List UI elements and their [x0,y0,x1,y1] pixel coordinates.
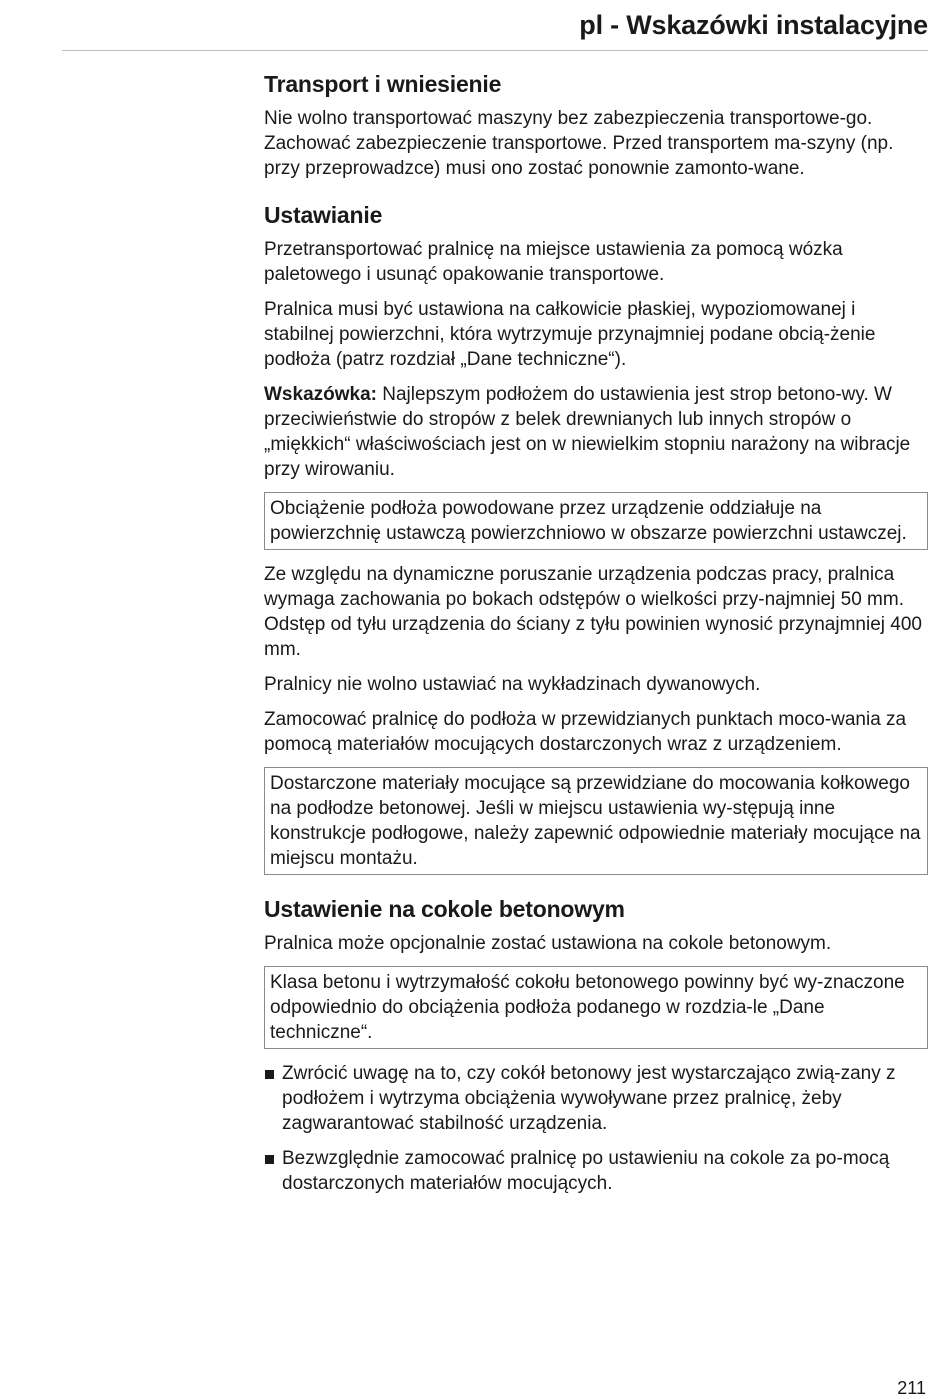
note-label: Wskazówka: [264,384,377,405]
paragraph: Pralnica może opcjonalnie zostać ustawiona na cokole betonowym. [264,933,832,954]
main-content [264,70,928,1216]
paragraph: Zamocować pralnicę do podłoża w przewidzianych punktach moco-wania za pomocą materiałów mocujących dostarczonych wraz z urządzeniem. [264,709,907,755]
info-box: Dostarczone materiały mocujące są przewidziane do mocowania kołkowego na podłodze betonowej. Jeśli w miejscu ustawienia wy-stępują inne konstrukcje podłogowe, należy zapewnić odpowiednie materiały mocujące na miejscu montażu. [264,767,928,875]
paragraph: Nie wolno transportować maszyny bez zabezpieczenia transportowe-go. Zachować zabezpieczenie transportowe. Przed transportem ma-szyny (np. przy przeprowadzce) musi ono zostać ponownie zamonto-wane. [264,108,894,179]
paragraph: Przetransportować pralnicę na miejsce ustawienia za pomocą wózka paletowego i usunąć opakowanie transportowe. [264,239,843,285]
paragraph: Ze względu na dynamiczne poruszanie urządzenia podczas pracy, pralnica wymaga zachowania po bokach odstępów o wielkości przy-najmniej 50 mm. Odstęp od tyłu urządzenia do ściany z tyłu powinien wynosić przynajmniej 400 mm. [264,564,922,660]
bullet-list [264,1061,928,1196]
square-bullet-icon [265,1155,274,1164]
square-bullet-icon [265,1070,274,1079]
list-item [264,1061,928,1136]
info-box: Klasa betonu i wytrzymałość cokołu betonowego powinny być wy-znaczone odpowiednio do obciążenia podłoża podanego w rozdzia-le „Dane techniczne“. [264,966,928,1049]
info-box: Obciążenie podłoża powodowane przez urządzenie oddziałuje na powierzchnię ustawczą powierzchniowo w obszarze powierzchni ustawczej. [264,492,928,550]
section-transport [264,70,928,181]
note-paragraph [264,382,928,482]
list-item-text: Zwrócić uwagę na to, czy cokół betonowy jest wystarczająco zwią-zany z podłożem i wytrzyma obciążenia wywoływane przez pralnicę, żeby zagwarantować stabilność urządzenia. [282,1063,896,1134]
paragraph: Pralnicy nie wolno ustawiać na wykładzinach dywanowych. [264,674,761,695]
header-title: pl - Wskazówki instalacyjne [579,10,928,40]
section-heading-ustawianie: Ustawianie [264,202,383,228]
section-heading-transport: Transport i wniesienie [264,71,502,97]
paragraph: Pralnica musi być ustawiona na całkowicie płaskiej, wypoziomowanej i stabilnej powierzchni, która wytrzymuje przynajmniej podane obcią-żenie podłoża (patrz rozdział „Dane techniczne“). [264,299,876,370]
page-header [62,0,928,51]
section-cokol [264,895,928,1196]
list-item [264,1146,928,1196]
note-text: Najlepszym podłożem do ustawienia jest strop betono-wy. W przeciwieństwie do stropów z belek drewnianych lub innych stropów o „miękkich“ właściwościach jest on w niewielkim stopniu narażony na wibracje przy wirowaniu. [264,384,911,480]
list-item-text: Bezwzględnie zamocować pralnicę po ustawieniu na cokole za po-mocą dostarczonych materiałów mocujących. [282,1148,890,1194]
page-number: 211 [897,1378,926,1398]
section-heading-cokol: Ustawienie na cokole betonowym [264,896,625,922]
section-ustawianie [264,201,928,875]
